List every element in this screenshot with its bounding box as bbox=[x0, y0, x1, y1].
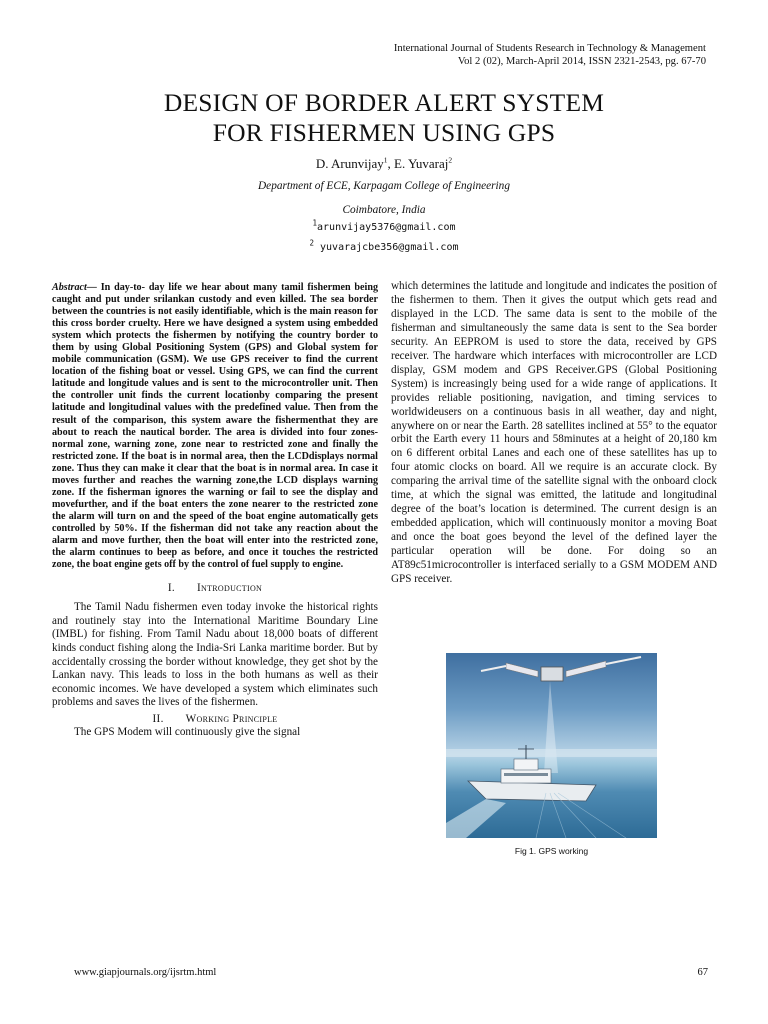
working-principle-continued: which determines the latitude and longitude and indicates the position of the fishermen to them. Then it gives the output which gets read and displayed in the LCD. The same data is sent to the mobile of the fisherman and simultaneously the same data is sent to the Sea border security. An EEPROM is used to store the data, received by GPS receiver. The hardware which interfaces with microcontroller are LCD display, GSM modem and GPS Receiver.GPS (Global Positioning System) is increasingly being used for a wide range of applications. It provides reliable positioning, navigation, and timing services to worldwideusers on a continuous basis in all weather, day and night, anywhere on or near the Earth. 28 satellites inclined at 55° to the equator orbit the Earth every 11 hours and 58minutes at a height of 20,180 km on 6 different orbital Lanes and each one of these satellites has up to four atomic clocks on board. All we require is an accurate clock. By comparing the arrival time of the satellite signal with the onboard clock time, at which the signal was emitted, the latitude and longitudinal degree of the boat’s location is determined. The current design is an embedded application, which will continuously monitor a moving Boat and once the boat goes beyond the level of the defined layer the particular operation will be done. For doing so an AT89c51microcontroller is interfaced serially to a GSM MODEM AND GPS receiver. bbox=[391, 280, 717, 586]
location: Coimbatore, India bbox=[342, 204, 426, 216]
abstract-label: Abstract— bbox=[52, 282, 97, 293]
section-number: II. bbox=[152, 712, 164, 725]
left-column bbox=[52, 282, 378, 739]
journal-header bbox=[226, 42, 706, 68]
author-2: E. Yuvaraj bbox=[394, 156, 449, 171]
title-line-2: FOR FISHERMEN USING GPS bbox=[212, 118, 556, 147]
section-heading-introduction bbox=[52, 582, 378, 594]
title-line-1: DESIGN OF BORDER ALERT SYSTEM bbox=[163, 88, 605, 117]
journal-volume: Vol 2 (02), March-April 2014, ISSN 2321-2543, pg. 67-70 bbox=[457, 56, 706, 67]
section-number: I. bbox=[167, 582, 175, 595]
working-principle-paragraph: The GPS Modem will continuously give the signal bbox=[74, 725, 301, 738]
journal-name: International Journal of Students Research in Technology & Management bbox=[393, 43, 706, 54]
author-1-affil-mark: 1 bbox=[383, 155, 388, 165]
figure-caption: Fig 1. GPS working bbox=[514, 846, 589, 856]
abstract-text: In day-to- day life we hear about many tamil fishermen being caught and put under srilankan custody and even killed. The sea border between the countries is not easily identifiable, which is the main reason for this cross border cruelty. Here we have designed a system using embedded system which protects the fishermen by notifying the country border to them by using Global Positioning System (GPS) and Global system for mobile communication (GSM). We use GPS receiver to find the current location of the fishing boat or vessel. Using GPS, we can find the current latitude and longitude values and is sent to the microcontroller unit. Then the controller unit finds the current locationby comparing the present latitude and longitudinal values with the predefined value. Then from the result of the comparison, this system aware the fishermenthat they are about to reach the nautical border. The area is divided into four zones- normal zone, warning zone, zone near to restricted zone and finally the restricted zone. If the boat is in normal area, then the LCDdisplays normal zone. Thus they can make it clear that the boat is in normal area. In case it moves further and reaches the warning zone,the LCD displays warning zone. If the fisherman ignores the warning or fail to see the display and movefurther, and if the boat enters the zone nearer to the restricted zone the alarm will turn on and the speed of the boat engine automatically gets controlled by 50%. If the fisherman did not take any reaction about the alarm and move further, then the boat will enter into the restricted zone, the alarm continues to beep as before, and once it touches the restricted zone, the boat engine gets off by the control of fuel supply to engine. bbox=[52, 282, 378, 571]
section-title: Working Principle bbox=[185, 712, 278, 725]
email-1[interactable]: arunvijay5376@gmail.com bbox=[317, 222, 456, 233]
author-1: D. Arunvijay bbox=[315, 156, 384, 171]
author-list bbox=[0, 156, 768, 172]
right-column bbox=[391, 280, 717, 587]
email-2-line bbox=[0, 238, 768, 253]
introduction-paragraph: The Tamil Nadu fishermen even today invoke the historical rights and routinely stay into the International Maritime Boundary Line (IMBL) for fishing. From Tamil Nadu about 18,000 boats of different kinds conduct fishing along the India-Sri Lanka maritime border. But by accidentally crossing the border without knowledge, they get shot by the Lankan navy. This leads to loss in the both humans as well as their economic incomes. We have developed a system which eliminates such problems and saves the lives of the fishermen. bbox=[52, 601, 378, 709]
email-1-mark: 1 bbox=[312, 218, 318, 228]
section-heading-working-principle bbox=[52, 713, 378, 725]
signal-beam bbox=[544, 681, 558, 773]
footer-url[interactable]: www.giapjournals.org/ijsrtm.html bbox=[74, 967, 217, 978]
email-1-line bbox=[0, 218, 768, 233]
page-number: 67 bbox=[697, 967, 708, 978]
gps-illustration bbox=[446, 653, 657, 838]
department: Department of ECE, Karpagam College of Engineering bbox=[258, 180, 510, 192]
gps-working-figure bbox=[446, 653, 657, 838]
abstract bbox=[52, 282, 378, 571]
satellite-icon bbox=[481, 657, 641, 681]
paper-title bbox=[0, 88, 768, 148]
author-separator: , bbox=[387, 156, 394, 171]
email-2-mark: 2 bbox=[309, 238, 314, 248]
email-2[interactable]: yuvarajcbe356@gmail.com bbox=[314, 242, 459, 253]
author-2-affil-mark: 2 bbox=[448, 155, 453, 165]
section-title: Introduction bbox=[197, 582, 263, 595]
